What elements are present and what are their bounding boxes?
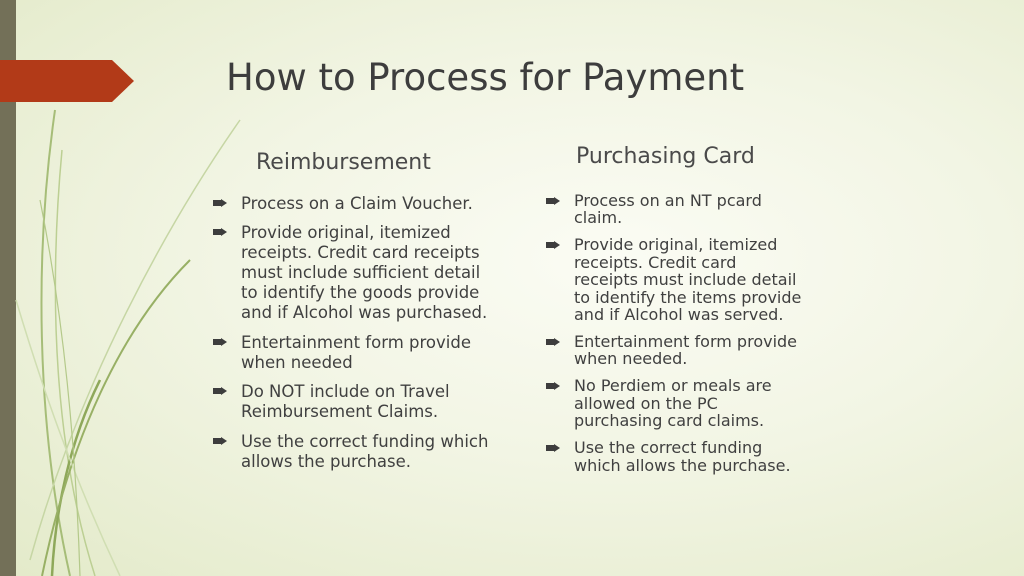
arrow-bullet-icon: [546, 338, 560, 346]
arrow-bullet-icon: [546, 197, 560, 205]
list-item: Use the correct funding which allows the purchase.: [213, 432, 533, 472]
reimbursement-list: [213, 194, 533, 481]
list-item: Process on a Claim Voucher.: [213, 194, 533, 214]
purchasing-card-list: [546, 192, 846, 484]
arrow-bullet-icon: [213, 199, 227, 207]
arrow-bullet-icon: [213, 228, 227, 236]
list-item: Entertainment form provide when needed: [213, 333, 533, 373]
list-item: Use the correct funding which allows the purchase.: [546, 439, 846, 474]
list-item: No Perdiem or meals are allowed on the PC purchasing card claims.: [546, 377, 846, 429]
arrow-bullet-icon: [546, 444, 560, 452]
purchasing-card-heading: Purchasing Card: [576, 144, 755, 169]
arrow-bullet-icon: [213, 437, 227, 445]
arrow-bullet-icon: [546, 241, 560, 249]
reimbursement-heading: Reimbursement: [256, 150, 431, 175]
list-item: Provide original, itemized receipts. Credit card receipts must include detail to identify the items provide and if Alcohol was served.: [546, 236, 846, 323]
title-arrow-shape: [0, 0, 140, 110]
list-item: Process on an NT pcard claim.: [546, 192, 846, 227]
arrow-bullet-icon: [213, 387, 227, 395]
arrow-bullet-icon: [546, 382, 560, 390]
slide-title: How to Process for Payment: [226, 56, 745, 99]
arrow-bullet-icon: [213, 338, 227, 346]
list-item: Provide original, itemized receipts. Credit card receipts must include sufficient detail to identify the goods provide and if Alcohol was purchased.: [213, 223, 533, 323]
list-item: Do NOT include on Travel Reimbursement Claims.: [213, 382, 533, 422]
list-item: Entertainment form provide when needed.: [546, 333, 846, 368]
